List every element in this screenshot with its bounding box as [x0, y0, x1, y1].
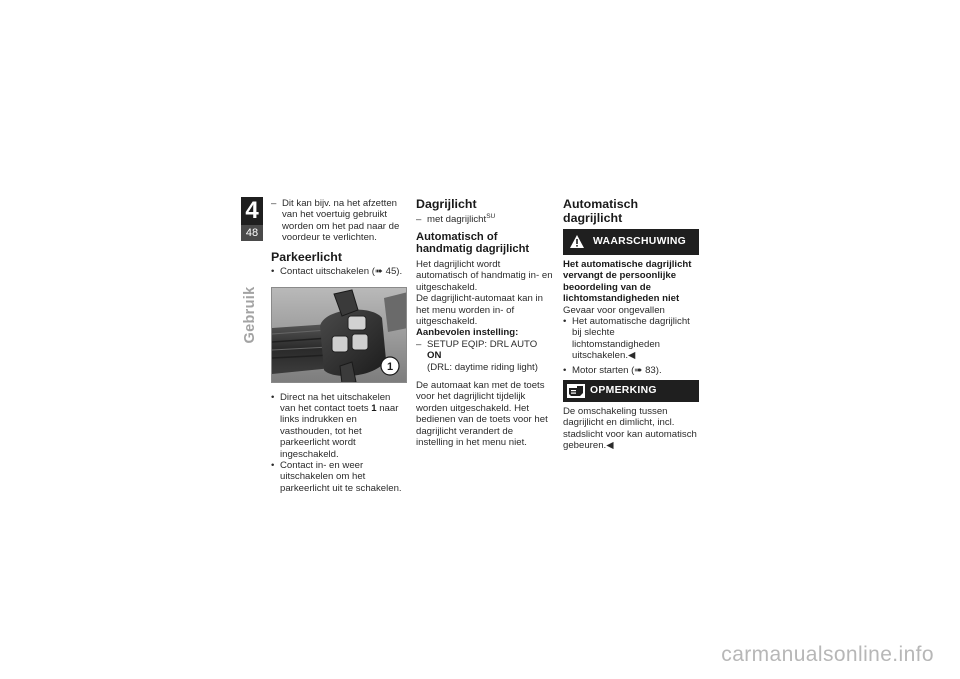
handlebar-switch-photo: [271, 287, 407, 383]
bullet-start-engine: • Motor starten (➠ 83).: [563, 365, 699, 376]
column-1: [271, 198, 407, 494]
automatic-daylight-heading: Automatisch dagrijlicht: [563, 197, 639, 225]
warning-text: Gevaar voor ongevallen: [563, 304, 665, 316]
paragraph-temporary-off: De automaat kan met de toets voor het dagrijlicht tijdelijk worden uitgeschakeld. Het bedienen van de toets voor het dagrijlicht verandert de instelling in het menu niet.: [416, 379, 548, 448]
column-2: [416, 198, 553, 448]
paragraph-menu: De dagrijlicht-automaat kan in het menu worden in- of uitgeschakeld.: [416, 293, 543, 327]
callout-label: 1: [386, 360, 394, 373]
warning-title: Het automatische dagrijlicht vervangt de persoonlijke beoordeling van de lichtomstandigheden niet: [563, 259, 692, 305]
recommended-setting-label: Aanbevolen instelling:: [416, 327, 519, 339]
note-box: [563, 380, 699, 402]
intro-dash-item: – Dit kan bijv. na het afzetten van het voertuig gebruikt worden om het pad naar de voordeur te verlichten.: [271, 198, 407, 244]
recommended-setting: – SETUP EQIP: DRL AUTO ON (DRL: daytime riding light): [416, 339, 553, 373]
section-label: Gebruik: [242, 286, 258, 344]
warning-bullet: • Het automatische dagrijlicht bij slechte lichtomstandigheden uitschakelen.◀: [563, 316, 699, 362]
bullet-contact-off: • Contact uitschakelen (➠ 45).: [271, 266, 407, 277]
column-3: [563, 198, 699, 452]
warning-label: WAARSCHUWING: [593, 236, 687, 248]
warning-box: [563, 229, 699, 255]
note-text: De omschakeling tussen dagrijlicht en dimlicht, incl. stadslicht voor kan automatisch gebeuren.◀: [563, 406, 697, 452]
note-label: OPMERKING: [590, 385, 657, 397]
chapter-number: 4: [241, 197, 263, 225]
bullet-contact-toggle: • Contact in- en weer uitschakelen om het parkeerlicht uit te schakelen.: [271, 460, 407, 494]
dagrijlicht-heading: Dagrijlicht: [416, 197, 477, 211]
note-hand-icon: [567, 384, 585, 398]
warning-triangle-icon: [569, 234, 585, 250]
bullet-press-key: • Direct na het uitschakelen van het contact toets 1 naar links indrukken en vasthouden, tot het parkeerlicht wordt ingeschakeld.: [271, 392, 407, 460]
parkeerlicht-heading: Parkeerlicht: [271, 249, 342, 264]
page-number: 48: [241, 225, 263, 241]
auto-manual-subheading: Automatisch of handmatig dagrijlicht: [416, 230, 530, 256]
watermark: carmanualsonline.info: [721, 643, 934, 666]
handlebar-switch-illustration: [272, 288, 407, 383]
equipment-dash: – met dagrijlicht$^{SU}$: [416, 214, 553, 225]
paragraph-auto-manual: Het dagrijlicht wordt automatisch of handmatig in- en uitgeschakeld.: [416, 258, 553, 293]
